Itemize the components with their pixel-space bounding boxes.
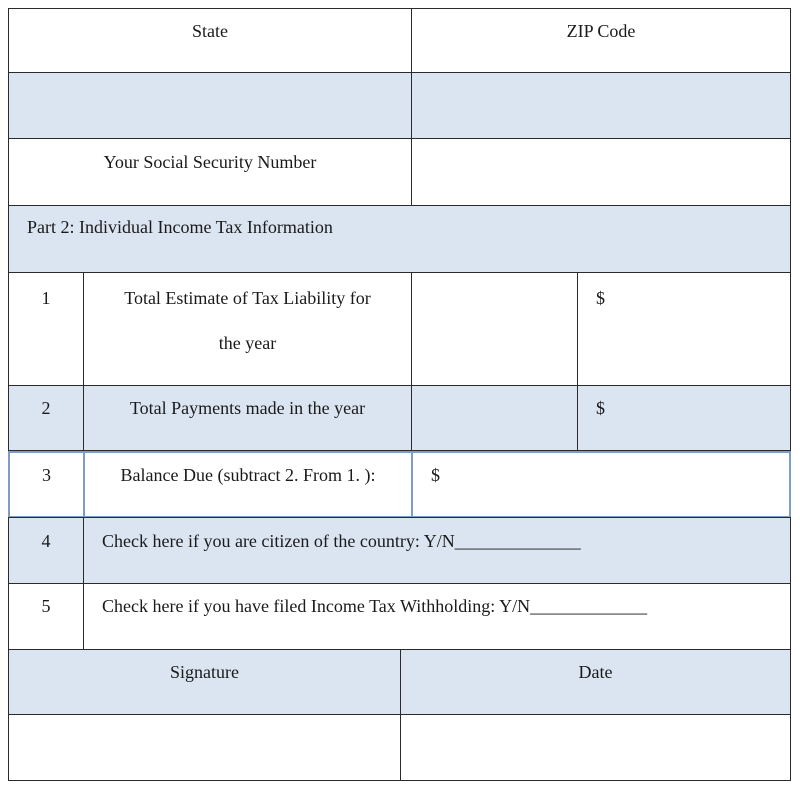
row3-label: Balance Due (subtract 2. From 1. ):: [120, 465, 376, 485]
row1-label-cell: [83, 272, 412, 386]
row4-citizen-check[interactable]: [83, 517, 791, 584]
row4-num: 4: [41, 531, 51, 551]
zip-header-cell: [411, 8, 791, 73]
row5-num: 5: [41, 596, 51, 616]
row5-label: Check here if you have filed Income Tax Withholding: Y/N_____________: [102, 596, 648, 616]
signature-label: Signature: [170, 662, 239, 682]
row5-withholding-check[interactable]: [83, 583, 791, 650]
row3-amount-input[interactable]: [411, 451, 791, 518]
zip-label: ZIP Code: [566, 21, 636, 41]
state-input[interactable]: [8, 72, 412, 139]
row1-num: 1: [41, 288, 51, 308]
row5-num-cell: [8, 583, 84, 650]
state-header-cell: [8, 8, 412, 73]
row2-label-cell: [83, 385, 412, 451]
row2-dollar: $: [596, 398, 605, 418]
row2-num-cell: [8, 385, 84, 451]
row3-dollar: $: [431, 465, 440, 485]
date-header-cell: [400, 649, 791, 715]
row4-label: Check here if you are citizen of the country: Y/N______________: [102, 531, 581, 551]
row3-num: 3: [42, 465, 51, 485]
part2-title: Part 2: Individual Income Tax Information: [27, 217, 333, 237]
row4-num-cell: [8, 517, 84, 584]
row1-amount-input[interactable]: [577, 272, 791, 386]
ssn-label-cell: [8, 138, 412, 206]
row1-dollar: $: [596, 288, 605, 308]
date-input[interactable]: [400, 714, 791, 781]
row1-label-line2: the year: [218, 333, 277, 353]
row2-amount-input[interactable]: [577, 385, 791, 451]
row3-num-cell: [8, 451, 85, 518]
signature-header-cell: [8, 649, 401, 715]
row2-label: Total Payments made in the year: [129, 398, 366, 418]
row1-blank-input[interactable]: [411, 272, 578, 386]
part2-title-cell: [8, 205, 791, 273]
tax-form: [8, 8, 791, 781]
row3-label-cell: [83, 451, 413, 518]
row1-label-line1: Total Estimate of Tax Liability for: [124, 288, 371, 308]
ssn-label: Your Social Security Number: [103, 152, 317, 172]
row1-num-cell: [8, 272, 84, 386]
row2-blank-input[interactable]: [411, 385, 578, 451]
row2-num: 2: [41, 398, 51, 418]
date-label: Date: [578, 662, 613, 682]
ssn-input[interactable]: [411, 138, 791, 206]
signature-input[interactable]: [8, 714, 401, 781]
state-label: State: [192, 21, 228, 41]
zip-input[interactable]: [411, 72, 791, 139]
